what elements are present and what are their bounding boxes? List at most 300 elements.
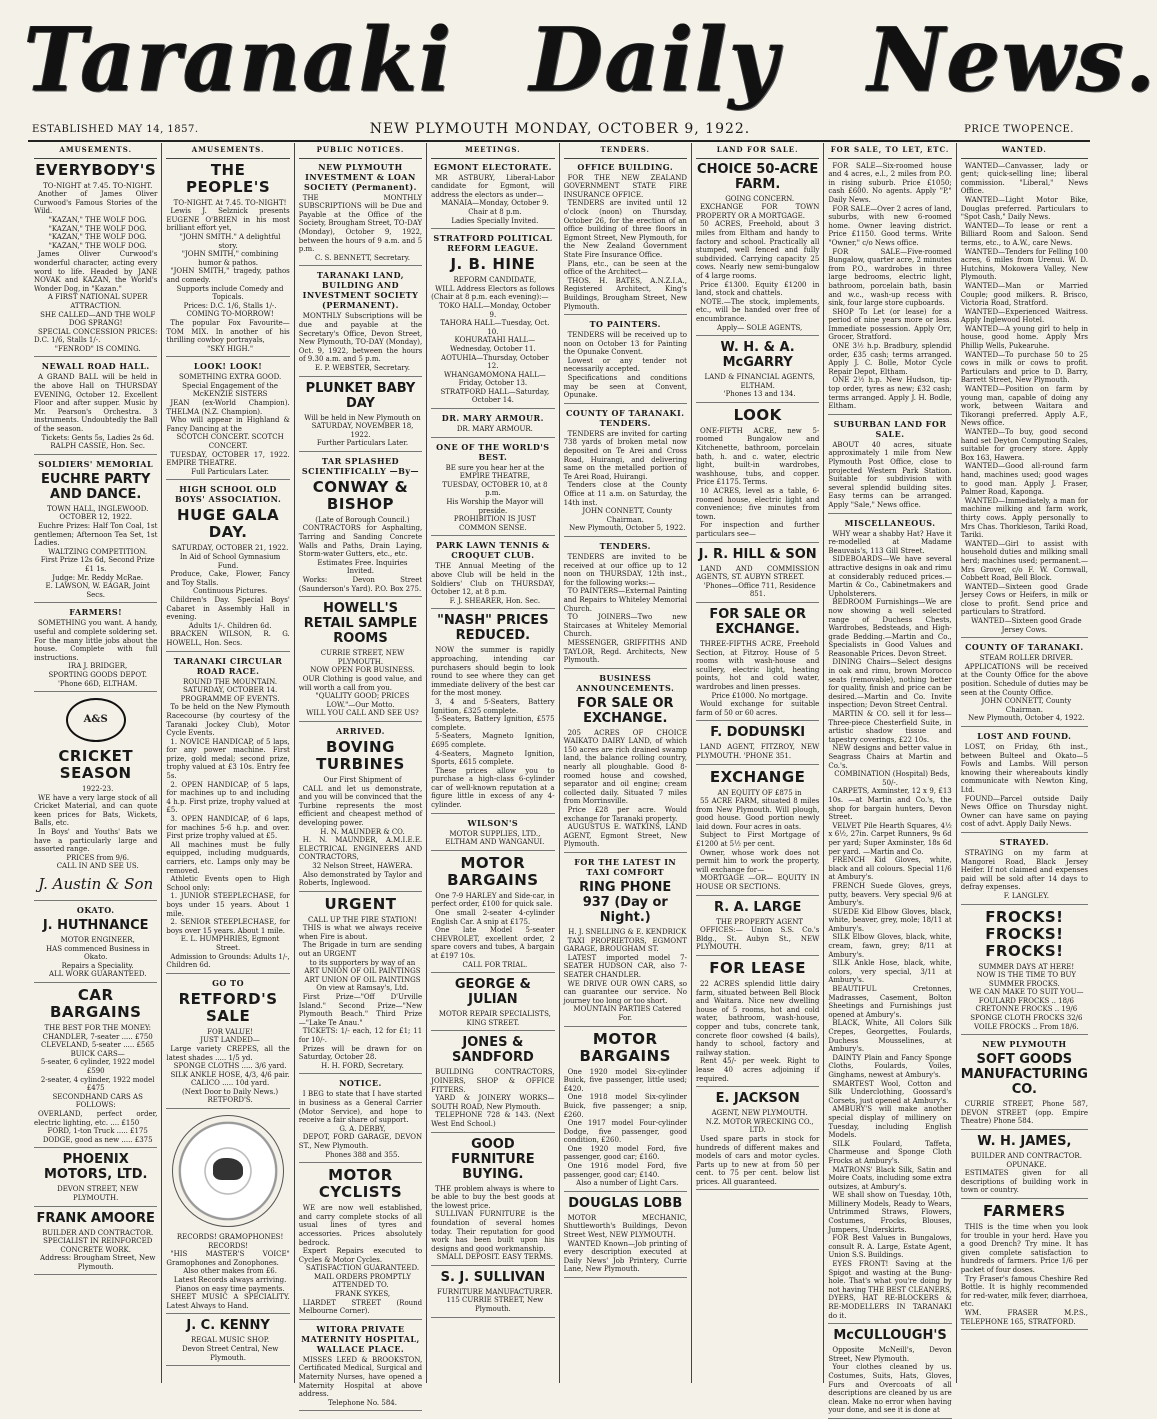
ad-subheading: PARK LAWN TENNIS & CROQUET CLUB. [435, 540, 550, 561]
ad-text-line: OFFICES:— Union S.S. Co.'s Bldg., St. Aubyn St., NEW PLYMOUTH. [695, 926, 820, 952]
ad-text-line: 50 ACRES, Freehold, about 3 miles from Eltham and handy to factory and school. Practically all stumped, well fenced and fully subdivided. Carrying capacity 25 cows. Nearly new semi-bungalow of 4 large rooms. [695, 220, 820, 280]
ad-text-line: DAINTY Plain and Fancy Sponge Cloths, Foulards, Voiles, Ginghams, newest at Ambury's. [828, 1053, 952, 1079]
ad-text-line: 1922-23. [82, 785, 114, 794]
advertisement [431, 855, 554, 973]
ad-text-line: A GRAND BALL will be held in the above Hall on THURSDAY EVENING, October 12. Excellent Floor and after supper. Music by Mr. Pearson's Orchestra. 3 instruments. Undoubtedly the Ball of the season. [34, 373, 158, 434]
ad-text-line: Also other makes from £6. [183, 1267, 277, 1276]
column-1 [30, 143, 162, 1383]
ad-text-line: (Late of Borough Council.) [315, 515, 410, 524]
advertisement [961, 162, 1088, 639]
ad-text-line: FOR SALE—Six-roomed house and 4 acres, e.l., 2 miles from P.O. in rising suburb. Price £1050; cash £600. No agents. Apply "P," Daily News. [828, 161, 952, 204]
ad-text-line: WANTED—To purchase 50 to 25 cows in milk or cows to profit. Particulars and price to D. Barry, Barrett Street, New Plymouth. [960, 350, 1088, 385]
ad-text-line: TENDERS are invited to be received at our office up to 12 noon on THURSDAY, 12th inst., for the following works:— [563, 552, 687, 587]
ad-text-line: WE DRIVE OUR OWN CARS, so can guarantee our service. No journey too long or too short. [563, 979, 687, 1005]
advertisement [431, 1270, 554, 1318]
ad-text-line: 55 ACRE FARM, situated 8 miles from New Plymouth. Will plough, good house. Good portion newly laid down. Four acres in oats. [695, 797, 820, 831]
ad-text-line: One 1918 model Six-cylinder Buick, five passenger; a snip, £260. [563, 1093, 687, 1119]
advertisement [431, 233, 554, 409]
advertisement [299, 1167, 422, 1320]
ad-text-line: WM. FRASER M.P.S., TELEPHONE 165, STRATFORD. [960, 1308, 1088, 1326]
advertisement [299, 456, 422, 597]
ad-subheading: EGMONT ELECTORATE. [433, 161, 552, 172]
ad-text-line: CRETONNE FROCKS .. 19/6 [975, 1005, 1078, 1014]
ad-text-line: AUGUSTUS E. WATKINS, LAND AGENT, Egmont Street, New Plymouth. [563, 823, 687, 849]
ad-text-line: Also a number of Light Cars. [576, 1179, 679, 1188]
ad-text-line: to its supporters by way of an [309, 958, 416, 967]
ad-text-line: SPORTING GOODS DEPOT. [48, 670, 147, 679]
ad-text-line: Pianos on easy time payments. [175, 1284, 285, 1293]
ad-text-line: Works: Devon Street (Saunderson's Yard). P.O. Box 275. [298, 576, 423, 593]
ad-subheading: NEW PLYMOUTH [982, 1039, 1067, 1050]
ad-text-line: First Prize 12s 6d, Second Prize £1 1s. [40, 556, 155, 573]
advertisement [299, 726, 422, 892]
ad-text-line: REGAL MUSIC SHOP. [190, 1336, 270, 1345]
ad-text-line: NOTE.—The stock, implements, etc., will be handed over free of encumbrance. [695, 297, 820, 323]
ad-text-line: 3. OPEN HANDICAP, of 6 laps, for machines 5-6 h.p. and over. First prize trophy valued at £5. [166, 815, 290, 841]
ad-title: McCULLOUGH'S [833, 1328, 947, 1344]
ad-title: DOUGLAS LOBB [568, 1195, 683, 1211]
ad-text-line: EXCHANGE FOR TOWN PROPERTY OR A MORTGAGE. [695, 203, 820, 220]
advertisement [696, 547, 819, 603]
ad-text-line: E. P. WEBSTER, Secretary. [314, 363, 410, 372]
advertisement [564, 673, 687, 853]
ad-text-line: Our First Shipment of [323, 775, 402, 784]
ad-text-line: WE shall show on Tuesday, 10th, Millinery Models, Ready to Wears, Untrimmed Straws, Flowers, Costumes, Frocks, Blouses, Jumpers, Underskirts. [828, 1191, 952, 1234]
issue-date: NEW PLYMOUTH MONDAY, OCTOBER 9, 1922. [369, 121, 751, 137]
ad-text-line: Further Particulars Later. [316, 439, 409, 448]
ad-text-line: WANTED—To buy, good second hand set Deyton Computing Scales, suitable for grocery store. Apply Box 163, Hawera. [960, 428, 1088, 462]
ad-text-line: LOST, on Friday, 6th inst., between Bulteel and Okato—5 Fowls and Lambs. Will person knowing their whereabouts kindly communicate with Newton King, Ltd. [960, 743, 1088, 794]
ad-text-line: BUILDER AND CONTRACTOR. [970, 1152, 1082, 1161]
advertisement [696, 769, 819, 896]
ad-text-line: 'Phones 13 and 134. [723, 390, 796, 399]
ad-text-line: SILK Foulard, Taffeta, Charmeuse and Sponge Cloth Frocks at Ambury's. [828, 1139, 952, 1165]
ad-text-line: SPONGE CLOTH FROCKS 32/6 [970, 1014, 1083, 1023]
maker-logo: A&S [66, 698, 126, 742]
ad-text-line: The Brigade in turn are sending out an URGENT [298, 941, 423, 959]
ad-text-line: FOR THE NEW ZEALAND GOVERNMENT STATE FIRE INSURANCE OFFICE. [563, 173, 687, 199]
ad-text-line: "FENROD" IS COMING. [54, 344, 141, 353]
ad-text-line: SHEET MUSIC A SPECIALITY. Latest Always to Hand. [166, 1293, 290, 1310]
ad-text-line: SIDEBOARDS—We have several attractive designs in oak and rimu at considerably reduced prices.—Martin & Co., Cabinetmakers and Upholsterers. [828, 555, 952, 598]
ad-text-line: In Boys' and Youths' Bats we have a particularly large and assorted range. [34, 828, 158, 854]
ad-text-line: NOW OPEN FOR BUSINESS. [310, 666, 415, 675]
ad-text-line: N.Z. MOTOR WRECKING CO., LTD. [705, 1117, 814, 1135]
ad-text-line: JUST LANDED— [200, 1036, 260, 1045]
ad-subheading: NOTICE. [339, 1078, 382, 1089]
ad-text-line: "JOHN SMITH." A delightful story. [179, 232, 281, 250]
advertisement [299, 896, 422, 1075]
ad-text-line: Plans, etc., can be seen at the office of the Architect— [563, 259, 687, 277]
ad-title: PHOENIX MOTORS, LTD. [43, 1152, 148, 1183]
ad-text-line: KOHURATAHI HALL—Wednesday, October 11. [450, 336, 536, 353]
ad-text-line: "HIS MASTER'S VOICE" Gramophones and Zonophones. [166, 1250, 290, 1267]
ad-subheading: TARANAKI CIRCULAR ROAD RACE. [173, 655, 283, 676]
ad-text-line: WANTED—Man or Married Couple; good milkers. R. Brisco, Victoria Road, Stratford. [960, 281, 1088, 308]
ad-text-line: BUILDER AND CONTRACTOR. [42, 1228, 154, 1237]
ad-title: W. H. & A. McGARRY [720, 340, 795, 371]
ad-text-line: On view at Ramsay's, Ltd. [316, 984, 409, 993]
dog-illustration [213, 1158, 243, 1180]
advertisement [299, 601, 422, 722]
ad-text-line: SPECIALIST IN REINFORCED CONCRETE WORK. [43, 1237, 153, 1254]
ad-text-line: One 1920 model Ford, five passenger, good car; £160. [563, 1144, 687, 1162]
ad-text-line: 10 ACRES, level as a table, 6-roomed house, electric light and convenience; five minutes from town. [695, 487, 820, 521]
advertisement [696, 1091, 819, 1190]
ad-text-line: ONE-FIFTH ACRE, new 5-roomed Bungalow and Kitchenette, bathroom, porcelain bath, h. and c. water, electric light, built-in wardrobes, washhouse, tubs, and copper. Price £1175. Terms. [695, 426, 820, 487]
ad-text-line: All machines must be fully equipped, including mudguards, carriers, etc. Lamps only may be removed. [166, 840, 290, 875]
ad-text-line: 'Phone 66D, ELTHAM. [58, 679, 138, 688]
ad-title: EUCHRE PARTY AND DANCE. [41, 471, 151, 502]
ad-headline: CAR BARGAINS [49, 986, 142, 1021]
advertisement [431, 442, 554, 537]
ad-text-line: SECONDHAND CARS AS FOLLOWS: [52, 1092, 143, 1110]
ad-text-line: ROUND THE MOUNTAIN. [183, 677, 278, 686]
advertisement [166, 1318, 289, 1366]
ad-text-line: MOTOR MECHANIC, Shuttleworth's Buildings, Devon Street West, NEW PLYMOUTH. [563, 1213, 687, 1240]
ad-text-line: "JOHN SMITH," tragedy, pathos and comedy. [166, 267, 290, 284]
ad-text-line: One late Model 5-seater CHEVROLET, excellent order, 2 spare covers and tubes, A bargain at £197 10s. [431, 926, 555, 960]
ad-text-line: OPUNAKE. [1006, 1160, 1047, 1169]
ad-text-line: NOW the summer is rapidly approaching, intending car purchasers should begin to look round to see where they can get immediate delivery of the best car for the most money. [431, 646, 555, 698]
ad-text-line: WANTED—Position on farm by young man, capable of doing any work, between Waitara and Tikorangi preferred. Apply A.F., News office. [960, 385, 1088, 428]
ad-text-line: TO JOINERS—Two new Staircases at Whiteley Memorial Church. [563, 613, 687, 639]
ad-subheading: TO PAINTERS. [589, 319, 661, 330]
ad-text-line: "QUALITY GOOD; PRICES LOW."—Our Motto. [315, 692, 410, 709]
ad-text-line: FOR Best Values in Bungalows, consult R. A. Large, Estate Agent, Union S.S. Buildings. [828, 1234, 952, 1260]
ad-text-line: F. LANGLEY. [1003, 891, 1050, 900]
ad-title: RING PHONE 937 (Day or Night.) [579, 880, 672, 925]
ad-text-line: FRENCH Suede Gloves, greys, putty, beavers. Very special 9/6 at Ambury's. [828, 881, 952, 908]
ad-text-line: WE CAN MAKE TO SUIT YOU— [969, 988, 1084, 997]
ad-text-line: Children's Day. Special Boys' Cabaret in Assembly Hall in evening. [166, 595, 290, 622]
ad-text-line: MISSES LEED & BROOKSTON, Certificated Medical, Surgical and Maternity Nurses, have opened a Maternity Hospital at above address. [298, 1355, 423, 1399]
ad-text-line: TUESDAY, OCTOBER 17, 1922. EMPIRE THEATRE. [166, 450, 290, 468]
ad-title: FRANK AMOORE [36, 1210, 155, 1226]
advertisement [299, 162, 422, 267]
ad-text-line: One 1917 model Four-cylinder Dodge, five passenger, good condition, £260. [563, 1119, 687, 1145]
ad-text-line: SILK Elbow Gloves, black, white, cream, fawn, grey; 8/11 at Ambury's. [828, 933, 952, 959]
ad-text-line: One small 2-seater 4-cylinder English Car. A snip at £175. [431, 909, 555, 926]
ad-text-line: Price £1300. Equity £1200 in land, stock and chattels. [695, 280, 820, 298]
ad-title: FOR SALE OR EXCHANGE. [576, 695, 674, 726]
ad-subheading: OFFICE BUILDING. [577, 161, 674, 172]
ad-text-line: AOTUHIA—Thursday, October 12. [441, 353, 549, 371]
ad-text-line: 2. SENIOR STEEPLECHASE, for boys over 15 years. About 1 mile. [166, 918, 290, 935]
ad-text-line: New Plymouth, October 5, 1922. [569, 524, 686, 533]
ad-text-line: 1. NOVICE HANDICAP, of 5 laps, for any power machine. First prize, gold medal; second prize, trophy valued at £3 10s. Entry fee 5s. [166, 737, 290, 781]
column-heading: FOR SALE, TO LET, ETC. [828, 143, 951, 159]
ad-text-line: STEAM ROLLER DRIVER. [979, 654, 1073, 663]
ad-text-line: WALTZING COMPETITION. [48, 547, 148, 556]
ad-subheading: TARANAKI LAND, BUILDING AND INVESTMENT SOCIETY (PERMANENT). [302, 270, 419, 311]
ad-text-line: JEAN (ex-World Champion). THELMA (N.Z. Champion). [166, 399, 290, 416]
ad-title: "NASH" PRICES REDUCED. [437, 613, 549, 644]
ad-text-line: 22 ACRES splendid little dairy farm, situated between Bell Block and Waitara. Nice new dwelling house of 5 rooms, hot and cold water, bathroom, wash-house, copper and tubs, concrete tank, concrete floor cowshed (4 bails), handy to school, factory and railway station. [695, 980, 820, 1057]
ad-text-line: CALICO ..... 10d yard. [190, 1079, 270, 1088]
ad-text-line: Your clothes cleaned by us. Costumes, Suits, Hats, Gloves, Furs and Overcoats of all descriptions are cleaned by us are clean. Make no error when having your done, and see it is done at [828, 1363, 952, 1415]
ad-text-line: "KAZAN," THE WOLF DOG. [48, 224, 147, 233]
ad-text-line: WHANGAMOMONA HALL—Friday, October 13. [443, 370, 546, 388]
ad-text-line: DEVON STREET, NEW PLYMOUTH. [57, 1185, 139, 1202]
ad-text-line: First Prize—"Off D'Urville Island." Second Prize—"New Plymouth Beach." Third Prize—"Lake Te Anau." [298, 993, 423, 1027]
ad-headline: FROCKS! FROCKS! FROCKS! [985, 907, 1064, 960]
ad-text-line: MAIL ORDERS PROMPTLY ATTENDED TO. [313, 1272, 411, 1290]
ad-title: W. H. JAMES, [977, 1134, 1072, 1150]
ad-subheading: ARRIVED. [335, 725, 385, 736]
ad-text-line: WANTED—Canvasser, lady or gent; quick-selling line; liberal commission. "Liberal," News Office. [960, 161, 1088, 196]
ad-text-line: LAND AGENT, FITZROY, NEW PLYMOUTH. 'PHONE 351. [695, 743, 820, 760]
ad-subheading: ONE OF THE WORLD'S BEST. [436, 441, 550, 462]
ad-title: F. DODUNSKI [710, 725, 806, 741]
ad-text-line: G. A. DERBY, [339, 1124, 386, 1133]
advertisement [961, 1134, 1088, 1199]
masthead-word-news: News. [868, 7, 1157, 112]
advertisement [564, 162, 687, 316]
ad-headline: FARMERS [983, 1202, 1066, 1220]
ad-text-line: SPECIAL CONCESSION PRICES: D.C. 1/6, Stalls 1/-. [34, 327, 158, 345]
ad-text-line: SOMETHING EXTRA GOOD. [178, 373, 282, 382]
ad-text-line: FOUND—Parcel outside Daily News Office on Thursday night. Owner can have same on paying cost of advt. Apply Daily News. [960, 794, 1088, 829]
ad-text-line: (Next Door to Daily News.) [182, 1087, 279, 1096]
ad-text-line: FORD, 1-ton Truck ..... £175 [47, 1127, 148, 1136]
advertisement [34, 607, 157, 692]
ad-text-line: CLEVELAND, 5-seater ..... £565 [41, 1041, 155, 1050]
ad-text-line: Lowest or any tender not necessarily accepted. [563, 356, 687, 374]
ad-text-line: CALL UP THE FIRE STATION! [307, 915, 417, 924]
ad-subheading: MISCELLANEOUS. [844, 517, 936, 528]
ad-text-line: DODGE, good as new ..... £375 [42, 1135, 153, 1144]
advertisement [34, 459, 157, 604]
his-masters-voice-record-illustration [172, 1115, 284, 1227]
advertisement [564, 319, 687, 404]
handwritten-signature: J. Austin & Son [38, 875, 154, 894]
ad-text-line: TUESDAY, OCTOBER 10, at 8 p.m. [442, 480, 548, 498]
ad-text-line: MORTGAGE —OR— EQUITY IN HOUSE OR SECTIONS. [695, 874, 820, 892]
ad-text-line: COMING TO-MORROW! [186, 310, 274, 319]
ad-text-line: SATURDAY, NOVEMBER 18, 1922. [311, 422, 414, 439]
ad-headline: FOR LEASE [709, 959, 807, 977]
ad-subheading: COUNTY OF TARANAKI. TENDERS. [565, 407, 685, 428]
ad-text-line: SATURDAY, OCTOBER 14. [182, 686, 278, 695]
advertisement [431, 818, 554, 851]
ad-text-line: WHY wear a shabby Hat? Have it re-modelled at Madame Beauvais's, 113 Gill Street. [828, 529, 952, 555]
ad-text-line: Would exchange for suitable farm of 50 or 60 acres. [695, 700, 820, 717]
ad-text-line: PROHIBITION IS JUST COMMON SENSE. [453, 515, 536, 532]
ad-text-line: 32 Nelson Street, HAWERA. [312, 861, 413, 870]
ad-text-line: TENDERS will be received up to noon on October 13 for Painting the Opunake Convent. [563, 331, 687, 357]
ad-text-line: TENDERS are invited until 12 o'clock (noon) on Thursday, October 26, for the erection of an office building of three floors in Egmont Street, New Plymouth, for the New Zealand Government State Fire Insurance Office. [563, 199, 687, 259]
ad-text-line: 5-Seaters, Battery Ignition, £575 complete. [431, 715, 555, 732]
advertisement [166, 1115, 289, 1314]
ad-text-line: YARD & JOINERY WORKS— SOUTH ROAD, New Plymouth. [431, 1094, 555, 1111]
ad-text-line: CHANDLER, 7-seater ..... £750 [42, 1032, 153, 1041]
ad-text-line: H. J. SNELLING & E. KENDRICK [568, 928, 687, 936]
ad-headline: HUGE GALA DAY. [177, 506, 280, 542]
ad-text-line: Chair at 8 p.m. [468, 207, 522, 216]
ad-text-line: FOR SALE—Five-roomed Bungalow, quarter acre, 2 minutes from P.O., wardrobes in three large bedrooms, electric light, bathroom, porcelain bath, basin and w.c., wash-up recess with sink, four large store cupboards. [828, 247, 952, 308]
ad-text-line: SILK ANKLE HOSE, 4/3, 4/6 pair. [170, 1070, 290, 1079]
ad-subheading: BUSINESS ANNOUNCEMENTS. [576, 672, 675, 693]
ad-text-line: Also demonstrated by Taylor and Roberts, Inglewood. [298, 870, 423, 888]
advertisement [166, 162, 289, 358]
ad-text-line: LATEST imported model 7-SEATER HUDSON CAR, also 7-SEATER CHANDLER. [563, 953, 687, 979]
column-8 [957, 143, 1092, 1383]
ad-subheading: HIGH SCHOOL OLD BOYS' ASSOCIATION. [174, 484, 282, 505]
ad-subheading: LOST AND FOUND. [977, 731, 1072, 741]
ad-text-line: LAND & FINANCIAL AGENTS, ELTHAM. [704, 373, 815, 390]
ad-subheading: LOOK! LOOK! [193, 361, 263, 372]
ad-text-line: SATURDAY, OCTOBER 21, 1922. [171, 544, 289, 553]
ad-text-line: TOKO HALL—Monday, October 9. [439, 301, 551, 319]
ad-text-line: TICKETS: 1/- each, 12 for £1; 11 for 10/-. [298, 1027, 423, 1044]
ad-text-line: WANTED—Sixteen good Grade Jersey Cows. [971, 617, 1082, 634]
advertisement [961, 909, 1088, 1036]
ad-headline: THE PEOPLE'S [185, 160, 271, 196]
ad-title: CHOICE 50-ACRE FARM. [697, 161, 819, 192]
ad-text-line: Try Fraser's famous Cheshire Red Bottle. It is highly recommended for red-water, milk fever, diarrhoea, etc. [960, 1274, 1088, 1309]
ad-headline: CRICKET SEASON [58, 747, 134, 783]
advertisement [34, 1152, 157, 1206]
ad-text-line: SCOTCH CONCERT. SCOTCH CONCERT. [176, 433, 284, 451]
ad-text-line: 'Phones—Office 711, Residence 851. [703, 581, 816, 599]
ad-text-line: FOULARD FROCKS .. 18/6 [978, 996, 1074, 1005]
ad-text-line: SUMMER DAYS AT HERE! [978, 962, 1075, 971]
advertisement [299, 270, 422, 376]
ad-text-line: 115 CURRIE STREET, New Plymouth. [446, 1296, 544, 1314]
column-heading: MEETINGS. [431, 143, 554, 159]
ad-text-line: Prices: D.C. 1/6, Stalls 1/-. [183, 301, 277, 310]
advertisement [431, 977, 554, 1031]
ad-text-line: Latest Records always arriving. [173, 1276, 287, 1285]
ad-subheading: TAR SPLASHED SCIENTIFICALLY —By— [301, 455, 420, 476]
ad-title: J. R. HILL & SON [698, 546, 817, 562]
ad-text-line: ABOUT 40 acres, situate approximately 1 mile from New Plymouth Post Office, close to projected Western Park Station. Suitable for subdivision with several splendid building sites. Easy terms can be arranged. Apply "Sale," News office. [828, 440, 952, 509]
ad-text-line: THE Annual Meeting of the above Club will be held in the Soldiers' Club on THURSDAY, October 12, at 8 p.m. [431, 562, 555, 597]
advertisement [564, 541, 687, 669]
ad-text-line: One 1916 model Ford, five passenger, good car; £140. [563, 1162, 687, 1179]
advertisement [431, 1035, 554, 1132]
ad-subheading: OKATO. [76, 905, 115, 916]
page-columns [30, 143, 1092, 1415]
ad-text-line: AGENT, NEW PLYMOUTH. [711, 1109, 808, 1118]
ad-text-line: WE are now well established, and carry complete stocks of all usual lines of tyres and accessories. Prices absolutely bedrock. [298, 1204, 423, 1247]
ad-text-line: REFORM CANDIDATE, [453, 276, 537, 285]
column-7 [824, 143, 956, 1415]
ad-text-line: DEPOT, FORD GARAGE, DEVON ST., New Plymouth. [298, 1133, 423, 1150]
advertisement [34, 1211, 157, 1276]
ad-title: E. JACKSON [715, 1091, 800, 1107]
ad-text-line: 3, 4 and 5-Seaters, Battery Ignition, £325 complete. [431, 697, 555, 715]
ad-text-line: MR ASTBURY, Liberal-Labor candidate for Egmont, will address the electors as under— [431, 173, 555, 199]
ad-text-line: C. S. BENNETT, Secretary. [314, 253, 410, 262]
ad-text-line: MONTHLY Subscriptions will be due and payable at the Secretary's Office, Devon Street, New Plymouth, TO-DAY (Monday), Oct. 9, 1922, between the hours of 9.30 a.m. and 5 p.m. [298, 312, 423, 364]
ad-text-line: TAHORA HALL—Tuesday, Oct. 10. [440, 319, 550, 336]
ad-text-line: Will be held in New Plymouth on [304, 413, 421, 422]
ad-text-line: WILL Address Electors as follows (Chair at 8 p.m. each evening):— [431, 284, 555, 302]
ad-text-line: ART UNION OF OIL PAINTINGS [304, 967, 421, 976]
ad-text-line: WANTED—Immediately, a man for machine milking and farm work, thirty cows. Apply personally to Mrs Chas. Thorkleson, Tariki Road, Tariki. [960, 496, 1088, 540]
ad-headline: URGENT [324, 894, 397, 913]
column-2 [162, 143, 294, 1383]
ad-text-line: GOING CONCERN. [725, 194, 795, 203]
ad-subheading: TENDERS. [599, 540, 651, 551]
advertisement [431, 162, 554, 230]
advertisement [431, 540, 554, 609]
advertisement [166, 361, 289, 480]
ad-text-line: VELVET Pile Hearth Squares, 4½ x 6½, 27in. Carpet Runners, 9s 6d per yard; Super Axminster, 18s 6d per yard. —Martin and Co. [828, 821, 952, 856]
ad-text-line: ALL WORK GUARANTEED. [48, 970, 147, 979]
advertisement [961, 642, 1088, 727]
ad-text-line: RALPH CASSIE, Hon. Sec. [50, 442, 145, 451]
column-6 [692, 143, 824, 1383]
ad-text-line: 1. JUNIOR STEEPLECHASE, for boys under 15 years. About 1 mile. [166, 892, 290, 918]
ad-text-line: CARPETS, Axminster, 12 x 9, £13 10s. —at Martin and Co.'s, the shop for bargain hunters, Devon Street. [828, 787, 952, 822]
ad-text-line: Adults 1/-. Children 6d. [188, 621, 272, 630]
ad-subheading: SUBURBAN LAND FOR SALE. [833, 418, 947, 439]
ad-text-line: LIARDET STREET (Round Melbourne Corner). [298, 1298, 423, 1316]
ad-text-line: "KAZAN," THE WOLF DOG. [48, 215, 147, 224]
ad-text-line: Special Engagement of the [182, 381, 279, 390]
ad-text-line: Large variety CREPES, all the latest shades ..... 1/5 yd. [166, 1044, 290, 1062]
advertisement [166, 484, 289, 651]
ad-text-line: Expert Repairs executed to Cycles & Motor Cycles. [298, 1247, 423, 1264]
advertisement [299, 1078, 422, 1163]
ad-text-line: FRANK SYKES, [334, 1290, 391, 1299]
ad-text-line: Rent 45/- per week. Right to lease 40 acres adjoining if required. [695, 1057, 820, 1083]
ad-text-line: Price £28 per acre. Would exchange for Taranaki property. [563, 806, 687, 823]
ad-text-line: WANTED—Light Motor Bike, Douglas preferred. Particulars to "Spot Cash," Daily News. [960, 195, 1088, 222]
masthead-word-taranaki: Taranaki [24, 7, 454, 112]
ad-text-line: For inspection and further particulars see— [695, 521, 820, 538]
ad-subheading: STRATFORD POLITICAL REFORM LEAGUE. [433, 233, 553, 254]
advertisement [961, 1203, 1088, 1330]
ad-text-line: H. H. FORD, Secretary. [321, 1061, 404, 1070]
ad-text-line: Apply— SOLE AGENTS, [717, 323, 803, 332]
ad-text-line: NEW designs and better value in Seagrass Chairs at Martin and Co.'s. [828, 744, 952, 770]
ad-text-line: SILK Ankle Hose, black, white, colors, very special, 3/11 at Ambury's. [828, 959, 952, 985]
ad-text-line: Continuous Pictures. [192, 587, 268, 596]
ad-text-line: HAS commenced Business in Okato. [46, 944, 150, 962]
ad-text-line: 5-Seaters, Magneto Ignition, £695 complete. [431, 732, 555, 749]
ad-text-line: MANAIA—Monday, October 9. [440, 199, 549, 208]
ad-title: SOFT GOODS MANUFACTURING CO. [960, 1052, 1088, 1098]
ad-text-line: Opposite McNeill's, Devon Street, New Plymouth. [828, 1346, 952, 1363]
ad-text-line: THE PROPERTY AGENT [716, 917, 804, 926]
ad-text-line: MATRONS' Black Silk, Satin and Moire Coats, including some extra outsizes, at Ambury's. [828, 1165, 952, 1191]
ad-text-line: MOTOR SUPPLIES, LTD., [449, 829, 541, 838]
ad-headline: J. B. HINE [450, 255, 536, 274]
ad-subheading: WITORA PRIVATE MATERNITY HOSPITAL, WALLACE PLACE. [301, 1323, 420, 1354]
ad-text-line: CALL IN AND SEE US. [56, 862, 139, 871]
ad-text-line: Phones 388 and 355. [325, 1150, 400, 1159]
ad-text-line: MESSENGER, GRIFFITHS AND TAYLOR, Regd. Architects, New Plymouth. [563, 638, 687, 665]
ad-text-line: PROGRAMME OF EVENTS. [180, 694, 280, 703]
ad-text-line: Specifications and conditions may be seen at Convent, Opunake. [563, 374, 687, 400]
ad-text-line: WANTED—Good all-round farm hand, machines used; good wages to good man. Apply J. Fraser, Palmer Road, Kaponga. [960, 462, 1088, 497]
ad-text-line: Full Particulars Later. [191, 467, 269, 476]
ad-text-line: ONE 2½ h.p. New Hudson, tip-top order, tyres as new; £32 cash; terms arranged. Apply J. H. Bodle, Eltham. [828, 376, 952, 411]
ad-text-line: EMPIRE THEATRE, [459, 472, 530, 481]
ad-text-line: In Aid of School Gymnasium Fund. [179, 553, 281, 570]
ad-title: S. J. SULLIVAN [440, 1269, 546, 1285]
ad-subheading: FOR THE LATEST IN TAXI COMFORT [574, 857, 677, 877]
advertisement [34, 361, 157, 454]
dateline [0, 120, 1114, 140]
ad-headline: MOTOR BARGAINS [447, 853, 539, 889]
advertisement [961, 731, 1088, 833]
ad-subheading: WILSON'S [467, 817, 519, 828]
